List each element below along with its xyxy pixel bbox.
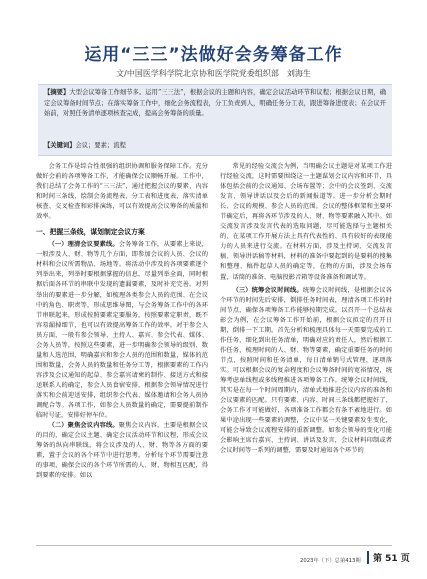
article-title: 运用“三三”法做好会务筹备工作 xyxy=(84,45,343,65)
sub3-paragraph xyxy=(220,286,392,457)
keywords-label: 【关键词】 xyxy=(44,142,76,149)
author-line: 文/中国医学科学院北京协和医学院党委组织部 刘海生 xyxy=(116,69,311,78)
issue-label: 2023年（下）总第413期 xyxy=(300,558,361,564)
right-paragraph-1: 常见的经验交流会为例，当明确会议主题是对某项工作进行经验交流，这时需要围绕这一主题谋划会议内容和环节，具体包括会前的会议通知、会场布置等；会中的会议签到、交流发言、领导讲话以及会后的新闻报道等。进一步分析会期时长、会议的规模、参会人员的范围。会议的整体框架和主要环节确定后，再将各环节涉及的人、财、物等要素融入其中。如交流发言涉及发言代表的选取问题，尽可能选择与主题相关的、在某项工作开展方法上具有代表性的、具有较好的表现能力的人员来进行交流。在材料方面，涉及主持词、交流发言稿、领导讲话稿等材料，材料的准备中要起到的是要料的搜集和整理、稿件起草人员的确定等，在物的方面，涉及会场布置，话筒的准备、电脑投影音箱等设备准备和调试等。 xyxy=(220,163,392,281)
footer-rule xyxy=(36,545,392,546)
sub1-paragraph xyxy=(36,240,208,421)
abstract-label: 【摘要】 xyxy=(44,89,70,96)
sub2-heading: （二）聚焦会议内容线。 xyxy=(48,422,119,430)
sub1-heading: （一）理清会议要素线。 xyxy=(48,241,119,249)
sub3-heading: （三）统筹会议时间线。 xyxy=(232,286,303,294)
keywords-text: 会议；要素；流程 xyxy=(75,142,126,149)
sub2-paragraph xyxy=(36,421,208,481)
intro-paragraph: 会务工作是综合性很强的组织协调和服务保障工作。充分做好会前的各项筹备工作，才能确保会议顺畅开展。工作中，我们总结了会务工作的“三三法”，通过把握会议的要素、内容和时间三条线，绘制会务流程表、分工表和进度表，落实清单核查、交叉检查和彩排演练，可以有效提高会议筹备的质量和效率。 xyxy=(36,163,208,221)
page-number: 第 51 页 xyxy=(373,554,410,564)
section1-heading: 一、把握三条线，谋划制定会议方案 xyxy=(36,228,145,237)
sub1-text: 会务筹备工作，从要素上来说，一般涉及人、财、物等几个方面，即参加会议的人员、会议的材料和会议所需物品、场地等。将活动中涉及的各项要素逐个列举出来，列举时要根据掌握的信息，尽量列举全面，同时根据后面各环节的串联中发现的遗漏要素，及时补充完善。对列举出的要素进一步分解，如梳理各类参会人员的范围、在会议中的角色、职责等，形成思维导图，与会务筹备工作中的各环节串联起来，形成按照要素定要服务，按照要素定职责，既不容易漏掉细节，也可以有效提高筹备工作的效率。对于参会人员方面，一般有参会领导、主持人、嘉宾、参会代表、媒体、会务人员等，按照这些要素，进一步明确参会领导的级别、数量和人选范围，明确嘉宾和参会人员的范围和数量，媒体的范围和数量，会务人员的数量和任务分工等，根据要素的工作内容涉及会议通知的起草、参会嘉宾请柬的制作、接送方式和接送联系人的确定，参会人员食宿安排，根据参会领导情况进行落实和会前迎送安排，组织参会代表、媒体邀请和会务人员协调配合等。各项工作，如参会人员数量的确定，需要提前制作临时号证，安排好停车位。 xyxy=(36,241,208,420)
right-column xyxy=(220,162,392,540)
sub2-text: 聚焦会议内容，主要是根据会议的目的，确定会议主题、确定会议活动环节和议程，形成会议筹备的纵向串联线，将会议涉及的人、财、物等各方面的要素，置于会议的各个环节中进行思考，分析每个环节需要注意的事项，确保会议的各个环节所需的人、财、物相互匹配，得到要素的安排。如以 xyxy=(36,422,208,480)
keywords xyxy=(44,141,386,151)
abstract-text: 大型会议筹备工作细节多。运用“三三法”，根据会议的主题和内容，确定会议活动环节和议程；根据会议日期，确定会议筹备时间节点；在落实筹备工作中，细化会务流程表，分工负责到人，明确任务分工表，跟进筹备进度表；在会议开始前，对照任务清单逐项核查完成，提高会务筹备的质量。 xyxy=(44,89,386,118)
sub3-text: 统筹会议时间线，是根据会议各个环节的时间先后安排，倒排任务时间表，理清各项工作的时间节点，确保各项筹备工作能够按期完成。以召开一个总结表彰会为例，在会议筹备工作开始前，根据会议拟定的召开日期，倒排一下工期。首先分析和梳理具体每一天需要完成的工作任务，细化到出任务清单，明确对应的责任人，然后根据工作任务，梳理时间的人、财、物等要素，确定重要任务的时间节点，按照时间和任务清单，每日清单销号式管理，逐项落实。可以根据会议的复杂程度和会议筹备时间的宽裕情况，统筹考虑单线程或多线程推进各项筹备工作。统筹会议时间线，其实是在每一个时间周期内，清单式地推进会议内容的准备和会议要素的匹配。只有要素、内容、时间三条线都把握好了，会务工作才可能做好，各项准备工作都会有条不紊地进行。如果中途出现一些要素的调整，会议中某一关键要素发生变化，可能会导致会议流程安排的重新调整。如参会领导的变化可能会影响主席台嘉宾、主持词、讲话及发言，会议材料印制或者会议时间等一系列的调整，需要及时通知各个环节的 xyxy=(220,286,392,455)
left-column xyxy=(36,162,208,540)
page-marker-bar xyxy=(367,551,369,564)
abstract xyxy=(44,88,386,120)
